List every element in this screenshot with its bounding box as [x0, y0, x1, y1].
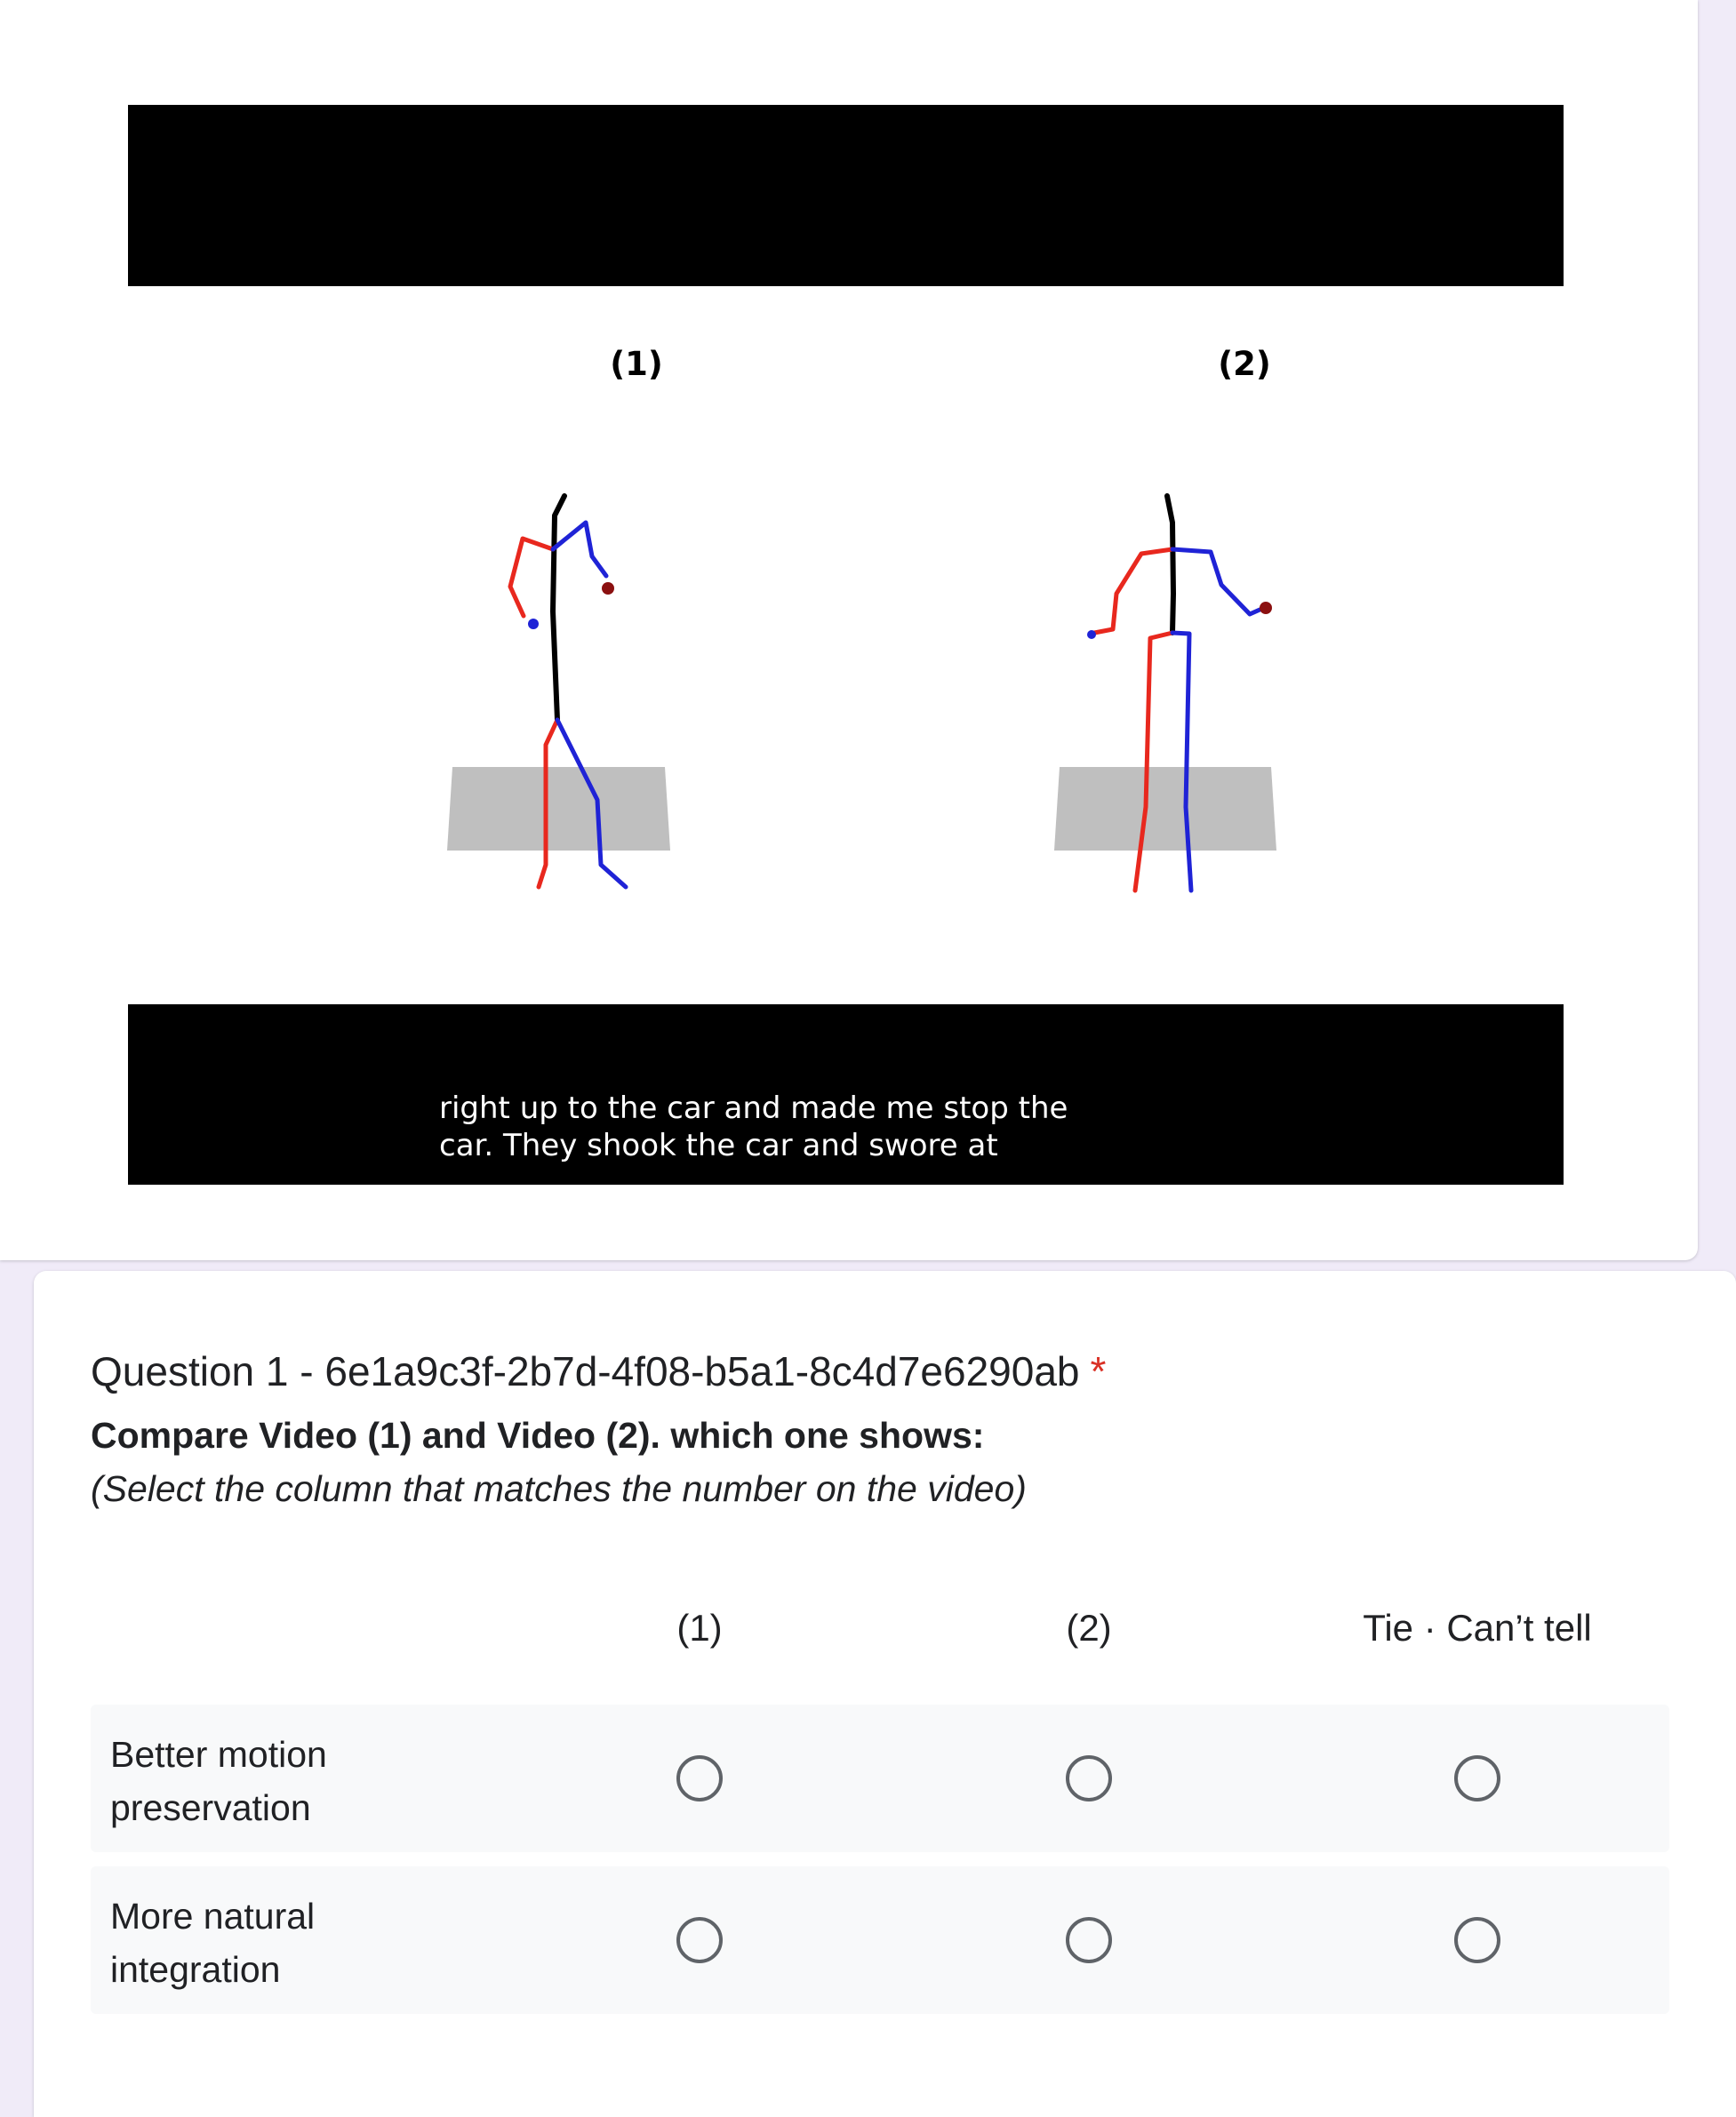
question-title: Question 1 - 6e1a9c3f-2b7d-4f08-b5a1-8c4d7e6290ab	[91, 1348, 1080, 1394]
column-header-1: (1)	[676, 1607, 723, 1649]
radio-motion-preservation-tie[interactable]	[1454, 1755, 1500, 1801]
skeleton-figure-1	[447, 496, 670, 887]
left-hand-1	[528, 619, 539, 629]
video-player[interactable]	[128, 105, 1564, 1185]
required-asterisk: *	[1090, 1348, 1107, 1394]
right-leg-2	[1172, 633, 1191, 891]
row-label: More natural integration	[110, 1896, 316, 1990]
skeleton-render	[128, 105, 1564, 1004]
radio-natural-integration-2[interactable]	[1066, 1917, 1112, 1963]
column-header-2: (2)	[1066, 1607, 1112, 1649]
grid-row-natural-integration	[91, 1866, 1669, 2014]
skeleton-figure-2	[1054, 496, 1276, 891]
question-instruction: (Select the column that matches the number on the video)	[91, 1468, 1027, 1509]
row-label: Better motion preservation	[110, 1734, 327, 1828]
right-arm-1	[553, 523, 606, 576]
question-title-block	[91, 1347, 1106, 1395]
video-subtitle	[439, 1090, 1115, 1164]
left-arm-1	[510, 539, 553, 616]
floor-plane-2	[1054, 767, 1276, 851]
left-leg-2	[1135, 633, 1172, 891]
floor-plane-1	[447, 767, 670, 851]
subtitle-line-1: right up to the car and made me stop the	[439, 1090, 1068, 1126]
left-hand-2	[1087, 630, 1096, 639]
column-header-tie: Tie · Can’t tell	[1363, 1607, 1592, 1649]
video-label-2: (2)	[1218, 345, 1271, 383]
radio-natural-integration-tie[interactable]	[1454, 1917, 1500, 1963]
radio-natural-integration-1[interactable]	[676, 1917, 723, 1963]
question-card	[34, 1271, 1736, 2117]
spine-1	[553, 496, 564, 720]
video-label-1: (1)	[610, 345, 663, 383]
right-hand-2	[1260, 602, 1272, 614]
subtitle-line-2: car. They shook the car and swore at	[439, 1128, 998, 1163]
grid-row-motion-preservation	[91, 1705, 1669, 1852]
left-arm-2	[1090, 549, 1172, 634]
right-arm-2	[1172, 549, 1266, 614]
spine-2	[1167, 496, 1173, 633]
question-description: Compare Video (1) and Video (2). which one shows:	[91, 1415, 985, 1456]
radio-motion-preservation-2[interactable]	[1066, 1755, 1112, 1801]
right-hand-1	[602, 582, 614, 595]
radio-motion-preservation-1[interactable]	[676, 1755, 723, 1801]
